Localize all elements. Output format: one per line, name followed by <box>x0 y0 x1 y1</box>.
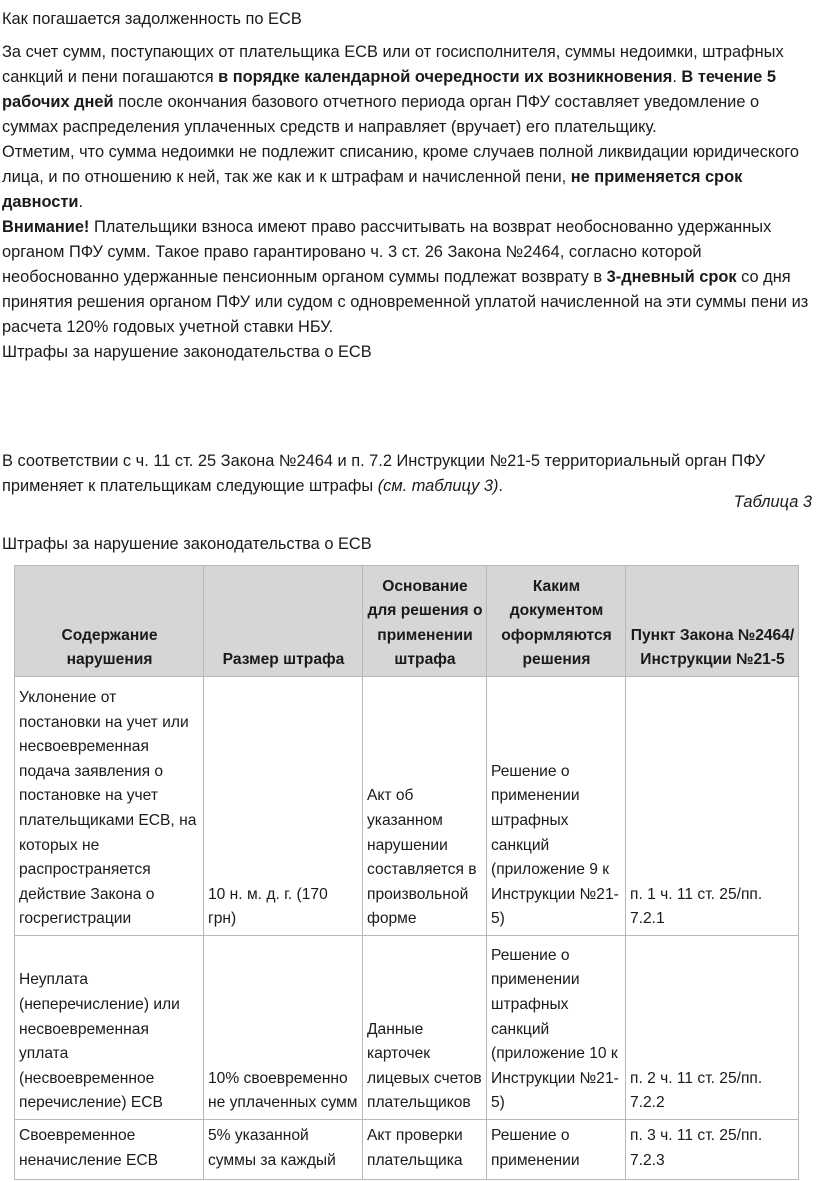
table-cell: Уклонение от постановки на учет или несвоевременная подача заявления о постановке на учет плательщиками ЕСВ, на которых не распространяется действие Закона о госрегистрации <box>15 677 204 936</box>
header-fine-amount: Размер штрафа <box>204 566 363 677</box>
header-violation: Содержание нарушения <box>15 566 204 677</box>
table-cell: 10% своевременно не уплаченных сумм <box>204 936 363 1120</box>
header-basis: Основание для решения о применении штрафа <box>363 566 487 677</box>
table-row <box>15 677 799 936</box>
table-row <box>15 936 799 1120</box>
bold-phrase: В течение 5 рабочих дней <box>2 68 776 111</box>
table-cell: п. 1 ч. 11 ст. 25/пп. 7.2.1 <box>626 677 799 936</box>
table-cell: Акт проверки плательщика <box>363 1120 487 1180</box>
table-cell: Решение о применении штрафных санкций (приложение 9 к Инструкции №21-5) <box>487 677 626 936</box>
section-heading: Как погашается задолженность по ЕСВ <box>2 10 302 28</box>
table-cell: Акт об указанном нарушении составляется в произвольной форме <box>363 677 487 936</box>
table-caption: Таблица 3 <box>733 493 812 511</box>
paragraph-fines-heading: Штрафы за нарушение законодательства о ЕСВ <box>2 343 372 361</box>
table-cell: Неуплата (неперечисление) или несвоевременная уплата (несвоевременное перечисление) ЕСВ <box>15 936 204 1120</box>
table-cell: Своевременное неначисление ЕСВ <box>15 1120 204 1180</box>
paragraph-no-write-off: Отметим, что сумма недоимки не подлежит списанию, кроме случаев полной ликвидации юридического лица, и по отношению к ней, так же как и к штрафам и начисленной пени, не применяется срок давности. <box>2 143 800 211</box>
bold-phrase: в порядке календарной очередности их возникновения <box>218 68 673 86</box>
table-cell: п. 3 ч. 11 ст. 25/пп. 7.2.3 <box>626 1120 799 1180</box>
header-law-clause: Пункт Закона №2464/Инструкции №21-5 <box>626 566 799 677</box>
bold-phrase: 3-дневный срок <box>606 268 737 286</box>
bold-phrase: не применяется срок давности <box>2 168 743 211</box>
fines-table <box>14 565 799 1180</box>
table-row <box>15 1120 799 1180</box>
table-reference: (см. таблицу 3) <box>377 477 499 495</box>
table-cell: п. 2 ч. 11 ст. 25/пп. 7.2.2 <box>626 936 799 1120</box>
table-cell: Решение о применении <box>487 1120 626 1180</box>
table-cell: Решение о применении штрафных санкций (приложение 10 к Инструкции №21-5) <box>487 936 626 1120</box>
table-header-row <box>15 566 799 677</box>
table-cell: 5% указанной суммы за каждый <box>204 1120 363 1180</box>
paragraph-fines-intro: В соответствии с ч. 11 ст. 25 Закона №2464 и п. 7.2 Инструкции №21-5 территориальный орган ПФУ применяет к плательщикам следующие штрафы (см. таблицу 3). <box>2 452 766 495</box>
table-cell: Данные карточек лицевых счетов плательщиков <box>363 936 487 1120</box>
paragraph-attention: Внимание! Плательщики взноса имеют право рассчитывать на возврат необоснованно удержанных органом ПФУ сумм. Такое право гарантировано ч. 3 ст. 26 Закона №2464, согласно которой необоснованно удержанные пенсионным органом суммы подлежат возврату в 3-дневный срок со дня принятия решения органом ПФУ или судом с одновременной уплатой начисленной на эти суммы пени из расчета 120% годовых учетной ставки НБУ. <box>2 218 809 336</box>
header-document: Каким документом оформляются решения <box>487 566 626 677</box>
body-text-block <box>2 40 814 365</box>
paragraph-repayment-order: За счет сумм, поступающих от плательщика ЕСВ или от госисполнителя, суммы недоимки, штрафных санкций и пени погашаются в порядке календарной очередности их возникновения. В течение 5 рабочих дней после окончания базового отчетного периода орган ПФУ составляет уведомление о суммах распределения уплаченных средств и направляет (вручает) его плательщику. <box>2 43 784 136</box>
table-title: Штрафы за нарушение законодательства о ЕСВ <box>2 535 372 553</box>
table-cell: 10 н. м. д. г. (170 грн) <box>204 677 363 936</box>
attention-label: Внимание! <box>2 218 90 236</box>
